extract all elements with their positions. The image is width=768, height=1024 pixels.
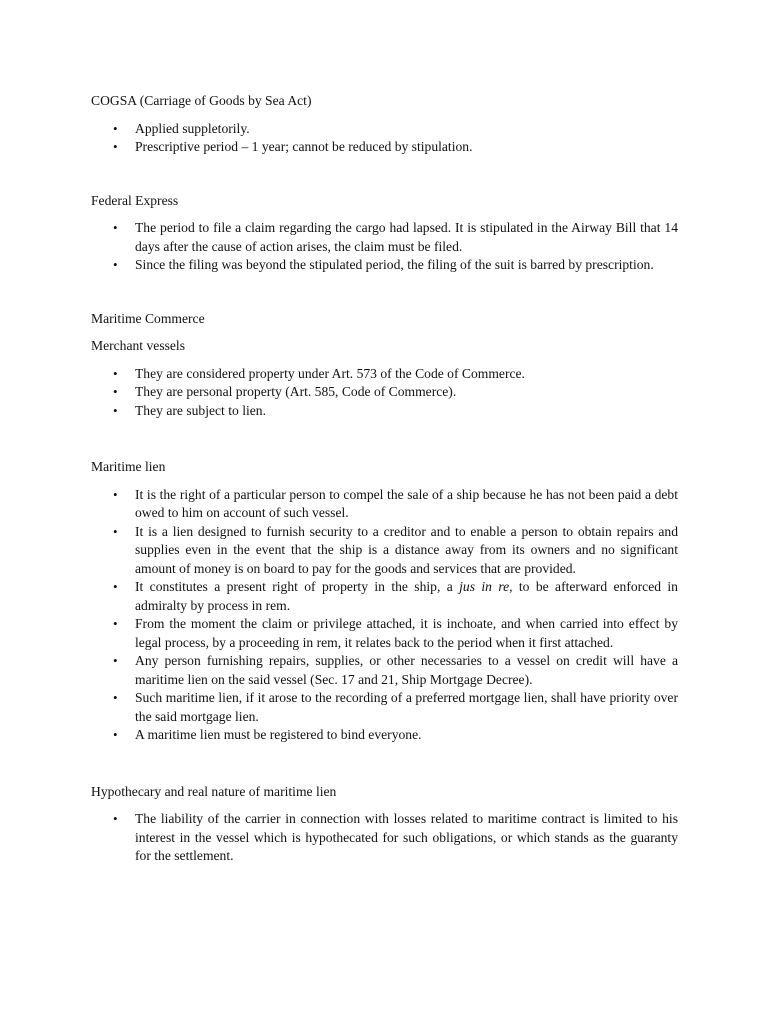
list-merchant-vessels [91,365,678,421]
list-item: • It is a lien designed to furnish security to a creditor and to enable a person to obtain repairs and supplies even in the event that the ship is a distance away from its owners and no significant amount of money is on board to pay for the goods and services that are provided. [113,523,678,576]
bullet-icon: • [113,653,118,668]
heading-hypothecary: Hypothecary and real nature of maritime lien [91,783,337,799]
list-item: • It constitutes a present right of property in the ship, a jus in re, to be afterward enforced in admiralty by process in rem. [113,579,678,613]
heading-maritime-commerce: Maritime Commerce [91,310,205,326]
list-item: • Since the filing was beyond the stipulated period, the filing of the suit is barred by prescription. [91,256,678,275]
bullet-icon: • [113,486,118,502]
bullet-icon: • [113,365,118,381]
list-item: • It is the right of a particular person to compel the sale of a ship because he has not been paid a debt owed to him on account of such vessel. [113,486,678,520]
bullet-icon: • [113,727,118,742]
list-federal-express [91,219,678,275]
list-item: • They are personal property (Art. 585, Code of Commerce). [91,383,678,402]
heading-federal-express: Federal Express [91,192,179,208]
bullet-icon: • [113,579,118,594]
document-body [91,92,678,866]
bullet-icon: • [113,616,118,631]
bullet-icon: • [113,402,118,418]
list-item: • Applied suppletorily. [91,120,678,139]
bullet-icon: • [113,384,118,399]
heading-maritime-lien: Maritime lien [91,459,166,474]
list-item: • Prescriptive period – 1 year; cannot be reduced by stipulation. [91,138,678,157]
heading-merchant-vessels: Merchant vessels [91,338,185,353]
list-item: • A maritime lien must be registered to bind everyone. [91,726,678,745]
list-hypothecary [91,810,678,866]
bullet-icon: • [113,257,118,272]
list-item: • They are considered property under Art. 573 of the Code of Commerce. [91,365,678,384]
bullet-icon: • [113,523,118,539]
bullet-icon: • [113,811,118,826]
list-item: • They are subject to lien. [91,402,678,421]
list-item: • From the moment the claim or privilege attached, it is inchoate, and when carried into effect by legal process, by a proceeding in rem, it relates back to the period when it first attached. [113,616,678,650]
bullet-icon: • [113,120,118,136]
list-cogsa [91,120,678,157]
list-item: • Any person furnishing repairs, supplies, or other necessaries to a vessel on credit will have a maritime lien on the said vessel (Sec. 17 and 21, Ship Mortgage Decree). [113,653,678,687]
bullet-icon: • [113,139,118,154]
list-item: • The period to file a claim regarding the cargo had lapsed. It is stipulated in the Airway Bill that 14 days after the cause of action arises, the claim must be filed. [113,220,678,254]
heading-cogsa: COGSA (Carriage of Goods by Sea Act) [91,93,312,108]
bullet-icon: • [113,220,118,235]
list-maritime-lien [91,486,678,745]
list-item: • The liability of the carrier in connection with losses related to maritime contract is limited to his interest in the vessel which is hypothecated for such obligations, or which stands as the guaranty for the settlement. [113,811,678,863]
bullet-icon: • [113,690,118,705]
list-item: • Such maritime lien, if it arose to the recording of a preferred mortgage lien, shall have priority over the said mortgage lien. [113,690,678,724]
